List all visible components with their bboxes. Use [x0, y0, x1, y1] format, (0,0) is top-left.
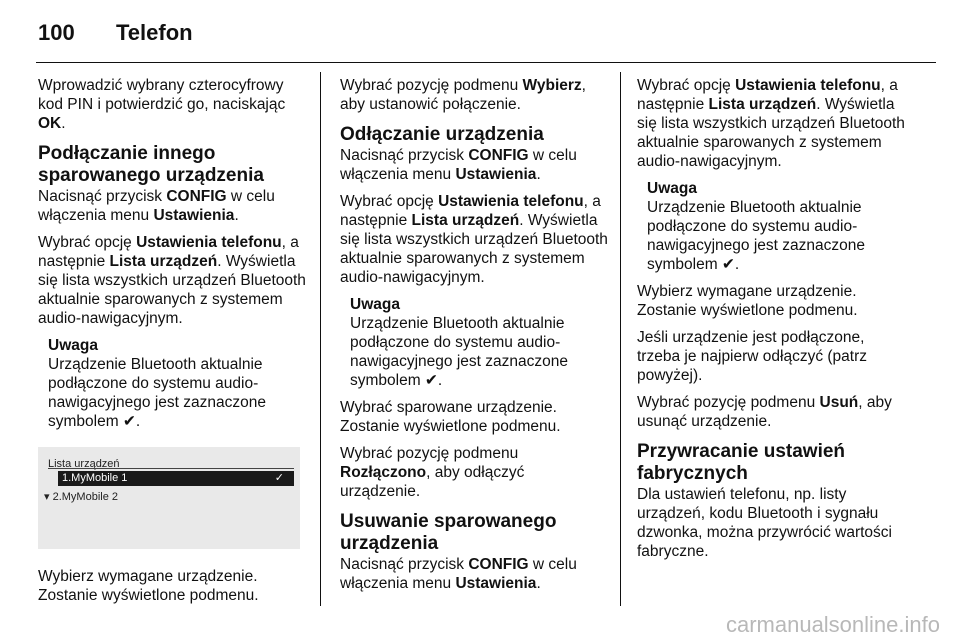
column-2: [340, 76, 608, 601]
section-heading: Usuwanie sparowanego urządzenia: [340, 511, 557, 554]
paragraph: Jeśli urządzenie jest podłączone, trzeba je najpierw odłączyć (patrz powyżej).: [637, 329, 868, 384]
paragraph: Wybrać pozycję podmenu Rozłączono, aby odłączyć urządzenie.: [340, 445, 525, 500]
paragraph: Wybrać opcję Ustawienia telefonu, a następnie Lista urządzeń. Wyświetla się lista wszystkich urządzeń Bluetooth aktualnie sparowanych z systemem audio-nawigacyjnym.: [637, 77, 905, 170]
note-text: Urządzenie Bluetooth aktualnie podłączone do systemu audio-nawigacyjnego jest zaznaczone symbolem ✔.: [48, 356, 266, 430]
note-box: [350, 295, 608, 390]
paragraph: Wybrać sparowane urządzenie. Zostanie wyświetlone podmenu.: [340, 399, 561, 435]
note-title: Uwaga: [48, 337, 98, 354]
section-heading: Odłączanie urządzenia: [340, 124, 544, 145]
paragraph: Nacisnąć przycisk CONFIG w celu włączenia menu Ustawienia.: [340, 147, 577, 183]
note-text: Urządzenie Bluetooth aktualnie podłączone do systemu audio-nawigacyjnego jest zaznaczone symbolem ✔.: [350, 315, 568, 389]
paragraph: Nacisnąć przycisk CONFIG w celu włączenia menu Ustawienia.: [340, 556, 577, 592]
note-title: Uwaga: [350, 296, 400, 313]
page-number: 100: [38, 20, 75, 45]
section-heading: Przywracanie ustawień fabrycznych: [637, 441, 846, 484]
note-box: [48, 336, 306, 431]
paragraph: Wybrać pozycję podmenu Usuń, aby usunąć urządzenie.: [637, 394, 892, 430]
note-text: Urządzenie Bluetooth aktualnie podłączone do systemu audio-nawigacyjnego jest zaznaczone symbolem ✔.: [647, 199, 865, 273]
page-title: Telefon: [116, 20, 193, 45]
note-title: Uwaga: [647, 180, 697, 197]
watermark: carmanualsonline.info: [725, 612, 940, 637]
column-1: [38, 76, 306, 613]
paragraph: Wybierz wymagane urządzenie. Zostanie wyświetlone podmenu.: [38, 568, 259, 604]
page-header: [38, 20, 193, 46]
device-list-screenshot: [38, 447, 300, 549]
paragraph: Dla ustawień telefonu, np. listy urządzeń, kodu Bluetooth i sygnału dzwonka, można przywrócić wartości fabryczne.: [637, 486, 892, 560]
column-divider-2: [620, 72, 621, 606]
section-heading: Podłączanie innego sparowanego urządzenia: [38, 143, 264, 186]
paragraph: Wprowadzić wybrany czterocyfrowy kod PIN i potwierdzić go, naciskając OK.: [38, 77, 286, 132]
screen-list-item-selected: 1.MyMobile 1 ✓: [58, 471, 294, 486]
paragraph: Nacisnąć przycisk CONFIG w celu włączenia menu Ustawienia.: [38, 188, 275, 224]
column-divider-1: [320, 72, 321, 606]
paragraph: Wybrać pozycję podmenu Wybierz, aby ustanowić połączenie.: [340, 77, 586, 113]
paragraph: Wybierz wymagane urządzenie. Zostanie wyświetlone podmenu.: [637, 283, 858, 319]
screen-list-item: ▾ 2.MyMobile 2: [44, 491, 118, 503]
screen-title: Lista urządzeń: [48, 458, 120, 470]
paragraph: Wybrać opcję Ustawienia telefonu, a następnie Lista urządzeń. Wyświetla się lista wszystkich urządzeń Bluetooth aktualnie sparowanych z systemem audio-nawigacyjnym.: [340, 193, 608, 286]
screen-divider: [48, 468, 294, 469]
column-3: [637, 76, 909, 569]
header-rule: [36, 62, 936, 63]
checkmark-icon: ✓: [274, 472, 284, 484]
paragraph: Wybrać opcję Ustawienia telefonu, a następnie Lista urządzeń. Wyświetla się lista wszystkich urządzeń Bluetooth aktualnie sparowanych z systemem audio-nawigacyjnym.: [38, 234, 306, 327]
note-box: [647, 179, 909, 274]
